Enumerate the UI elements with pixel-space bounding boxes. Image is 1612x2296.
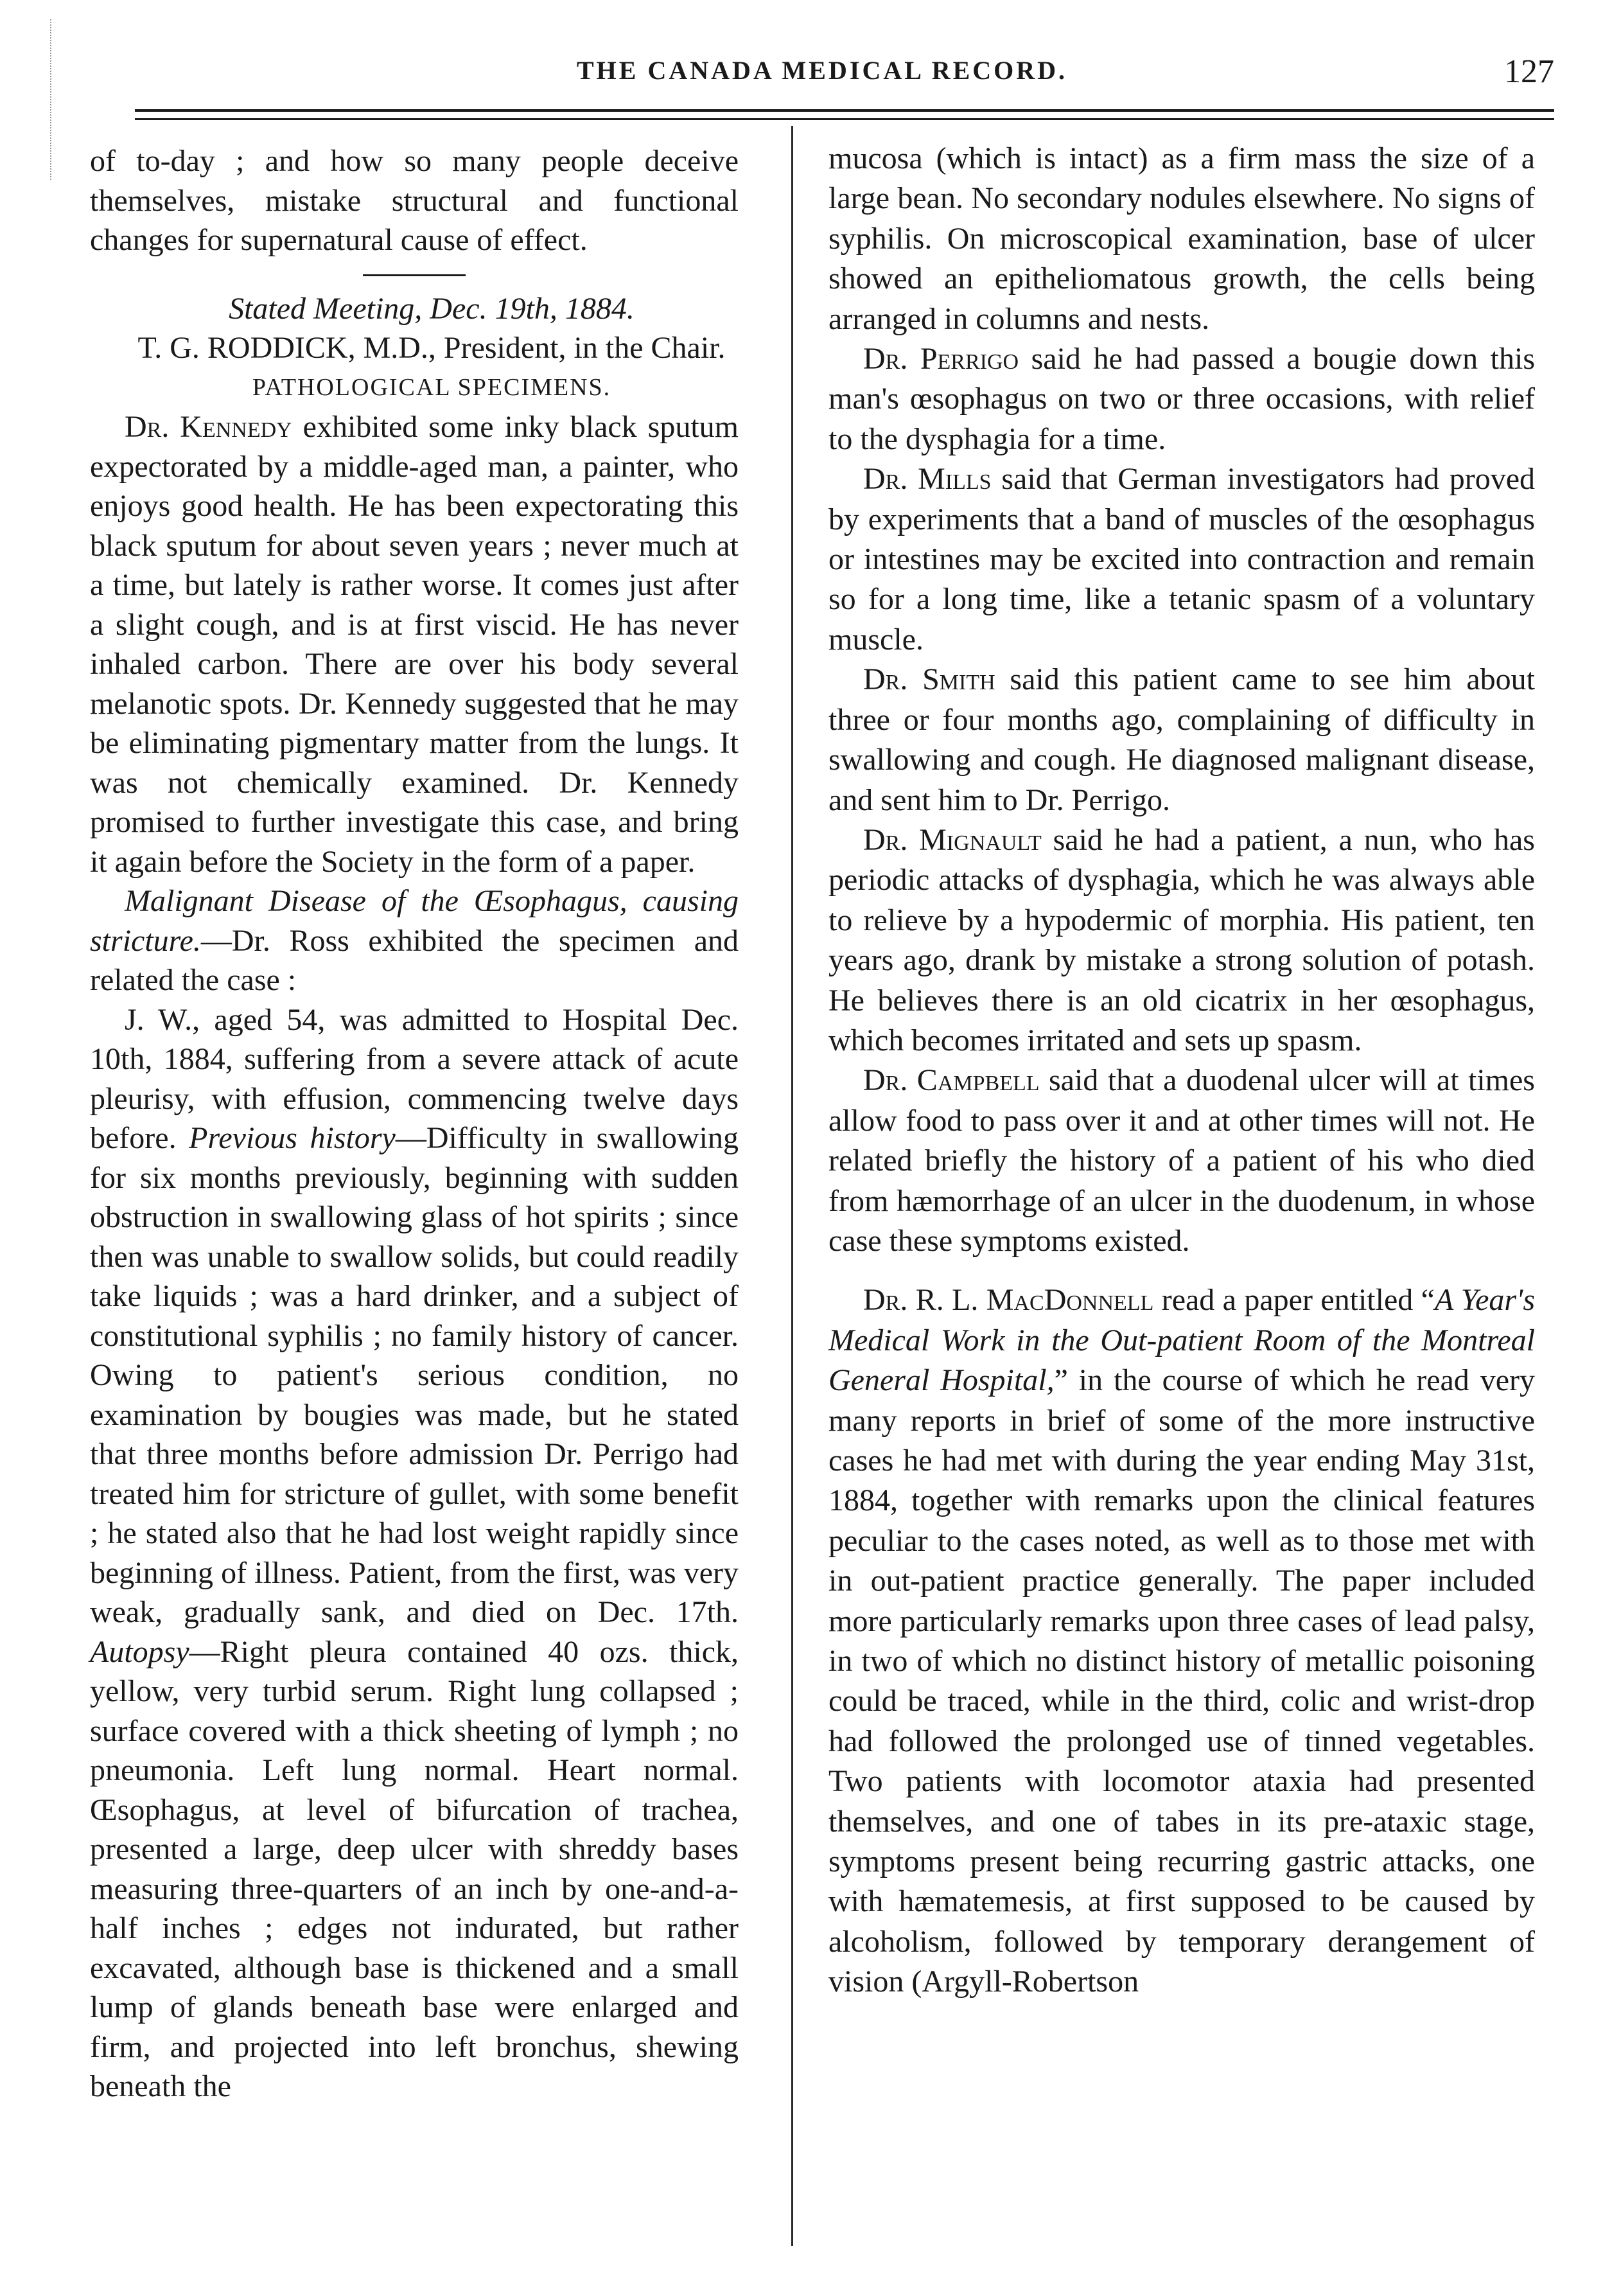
- paragraph: [828, 1061, 1535, 1261]
- paragraph-text: J. W., aged 54, was admitted to Hospital Dec. 10th, 1884, suffering from a severe attack of acute pleurisy, with effusion, commencing twelve days before.: [90, 1002, 739, 1155]
- paragraph-text: —Right pleura contained 40 ozs. thick, yellow, very turbid serum. Right lung collapsed ; surface covered with a thick sheeting of lymph ; no pneumonia. Left lung normal. Heart normal. Œsophagus, at level of bifurcation of trachea, presented a large, deep ulcer with shreddy bases measuring three-quarters of an inch by one-and-a-half inches ; edges not indurated, but rather excavated, although base is thickened and a small lump of glands beneath base were enlarged and firm, and projected into left bronchus, shewing beneath the: [90, 1634, 739, 2103]
- speaker-name: Dr. Perrigo: [863, 342, 1019, 376]
- left-column: [90, 141, 739, 2106]
- paragraph-text: said that a duodenal ulcer will at times allow food to pass over it and at other times will not. He related briefly the history of a patient of his who died from hæmorrhage of an ulcer in the duodenum, in whose case these symptoms existed.: [828, 1063, 1535, 1258]
- speaker-name: Dr. Mills: [863, 462, 992, 497]
- paragraph: [828, 459, 1535, 660]
- paragraph-text: exhibited some inky black sputum expectorated by a middle-aged man, a painter, who enjoys good health. He has been expectorating this black sputum for about seven years ; never much at a time, but lately is rather worse. It comes just after a slight cough, and is at first viscid. He has never inhaled carbon. There are over his body several melanotic spots. Dr. Kennedy suggested that he may be eliminating pigmentary matter from the lungs. It was not chemically examined. Dr. Kennedy promised to further investigate this case, and bring it again before the Society in the form of a paper.: [90, 410, 739, 879]
- running-title: THE CANADA MEDICAL RECORD.: [576, 56, 1068, 85]
- paragraph: mucosa (which is intact) as a firm mass the size of a large bean. No secondary nodules elsewhere. No signs of syphilis. On microscopical examination, base of ulcer showed an epitheliomatous growth, the cells being arranged in columns and nests.: [828, 141, 1535, 336]
- paragraph-text: said this patient came to see him about three or four months ago, complaining of difficulty in swallowing and cough. He diagnosed malignant disease, and sent him to Dr. Perrigo.: [828, 662, 1535, 817]
- inline-label: Autopsy: [90, 1634, 189, 1669]
- column-divider: [791, 126, 793, 2246]
- paper-title: A Year's Medical Work in the Out-patient Room of the Montreal General Hospital,: [828, 1283, 1535, 1398]
- paragraph: [828, 820, 1535, 1061]
- case-title: Malignant Disease of the Œsophagus, causing stricture.: [90, 884, 739, 958]
- paragraph: [828, 660, 1535, 820]
- paragraph: [90, 407, 739, 881]
- inline-label: Previous history: [189, 1121, 396, 1155]
- paragraph: [90, 881, 739, 1000]
- paragraph-text: —Dr. Ross exhibited the specimen and related the case :: [90, 923, 739, 997]
- paragraph: of to-day ; and how so many people deceive themselves, mistake structural and functional changes for supernatural cause of effect.: [90, 144, 739, 257]
- section-divider-rule: [363, 274, 466, 276]
- right-column: [828, 139, 1535, 2002]
- header-rule-bottom: [135, 118, 1554, 120]
- paragraph-text: said he had passed a bougie down this man's œsophagus on two or three occasions, with relief to the dysphagia for a time.: [828, 342, 1536, 456]
- speaker-name: Dr. R. L. MacDonnell: [863, 1283, 1154, 1318]
- speaker-name: Dr. Smith: [863, 662, 995, 697]
- paragraph-text: read a paper entitled “: [1153, 1283, 1435, 1318]
- section-heading: PATHOLOGICAL SPECIMENS.: [252, 373, 611, 401]
- paragraph-text: said he had a patient, a nun, who has periodic attacks of dysphagia, which he was always able to relieve by a hypodermic of morphia. His patient, ten years ago, drank by mistake a strong solution of potash. He believes there is an old cicatrix in her œsophagus, which becomes irritated and sets up spasm.: [828, 822, 1535, 1057]
- paragraph: [828, 1280, 1535, 2002]
- paragraph-text: ” in the course of which he read very many reports in brief of some of the more instructive cases he had met with during the year ending May 31st, 1884, together with remarks upon the clinical features peculiar to the cases noted, as well as to those met with in out-patient practice generally. The paper included more particularly remarks upon three cases of lead palsy, in two of which no distinct history of metallic poisoning could be traced, while in the third, colic and wrist-drop had followed the prolonged use of tinned vegetables. Two patients with locomotor ataxia had presented themselves, and one of tabes in its pre-ataxic stage, symptoms present being recurring gastric attacks, one with hæmatemesis, at first supposed to be caused by alcoholism, followed by temporary derangement of vision (Argyll-Robertson: [828, 1363, 1536, 1999]
- binding-margin-marks: [50, 19, 54, 180]
- speaker-name: Dr. Mignault: [863, 822, 1042, 857]
- speaker-name: Dr. Campbell: [863, 1063, 1040, 1098]
- paragraph-text: —Difficulty in swallowing for six months previously, beginning with sudden obstruction in swallowing glass of hot spirits ; since then was unable to swallow solids, but could readily take liquids ; was a hard drinker, and a subject of constitutional syphilis ; no family history of cancer. Owing to patient's serious condition, no examination by bougies was made, but he stated that three months before admission Dr. Perrigo had treated him for stricture of gullet, with some benefit ; he stated also that he had lost weight rapidly since beginning of illness. Patient, from the first, was very weak, gradually sank, and died on Dec. 17th.: [90, 1121, 739, 1629]
- meeting-heading: Stated Meeting, Dec. 19th, 1884.: [229, 291, 635, 326]
- paragraph-text: said that German investigators had proved by experiments that a band of muscles of the œsophagus or intestines may be excited into contraction and remain so for a long time, like a tetanic spasm of a voluntary muscle.: [828, 462, 1536, 657]
- paragraph: [90, 1000, 739, 2106]
- speaker-name: Dr. Kennedy: [125, 410, 292, 444]
- page-number: 127: [1504, 53, 1554, 90]
- president-line: T. G. RODDICK, M.D., President, in the Chair.: [137, 331, 726, 365]
- paragraph: [828, 339, 1535, 459]
- header-rule-top: [135, 109, 1554, 112]
